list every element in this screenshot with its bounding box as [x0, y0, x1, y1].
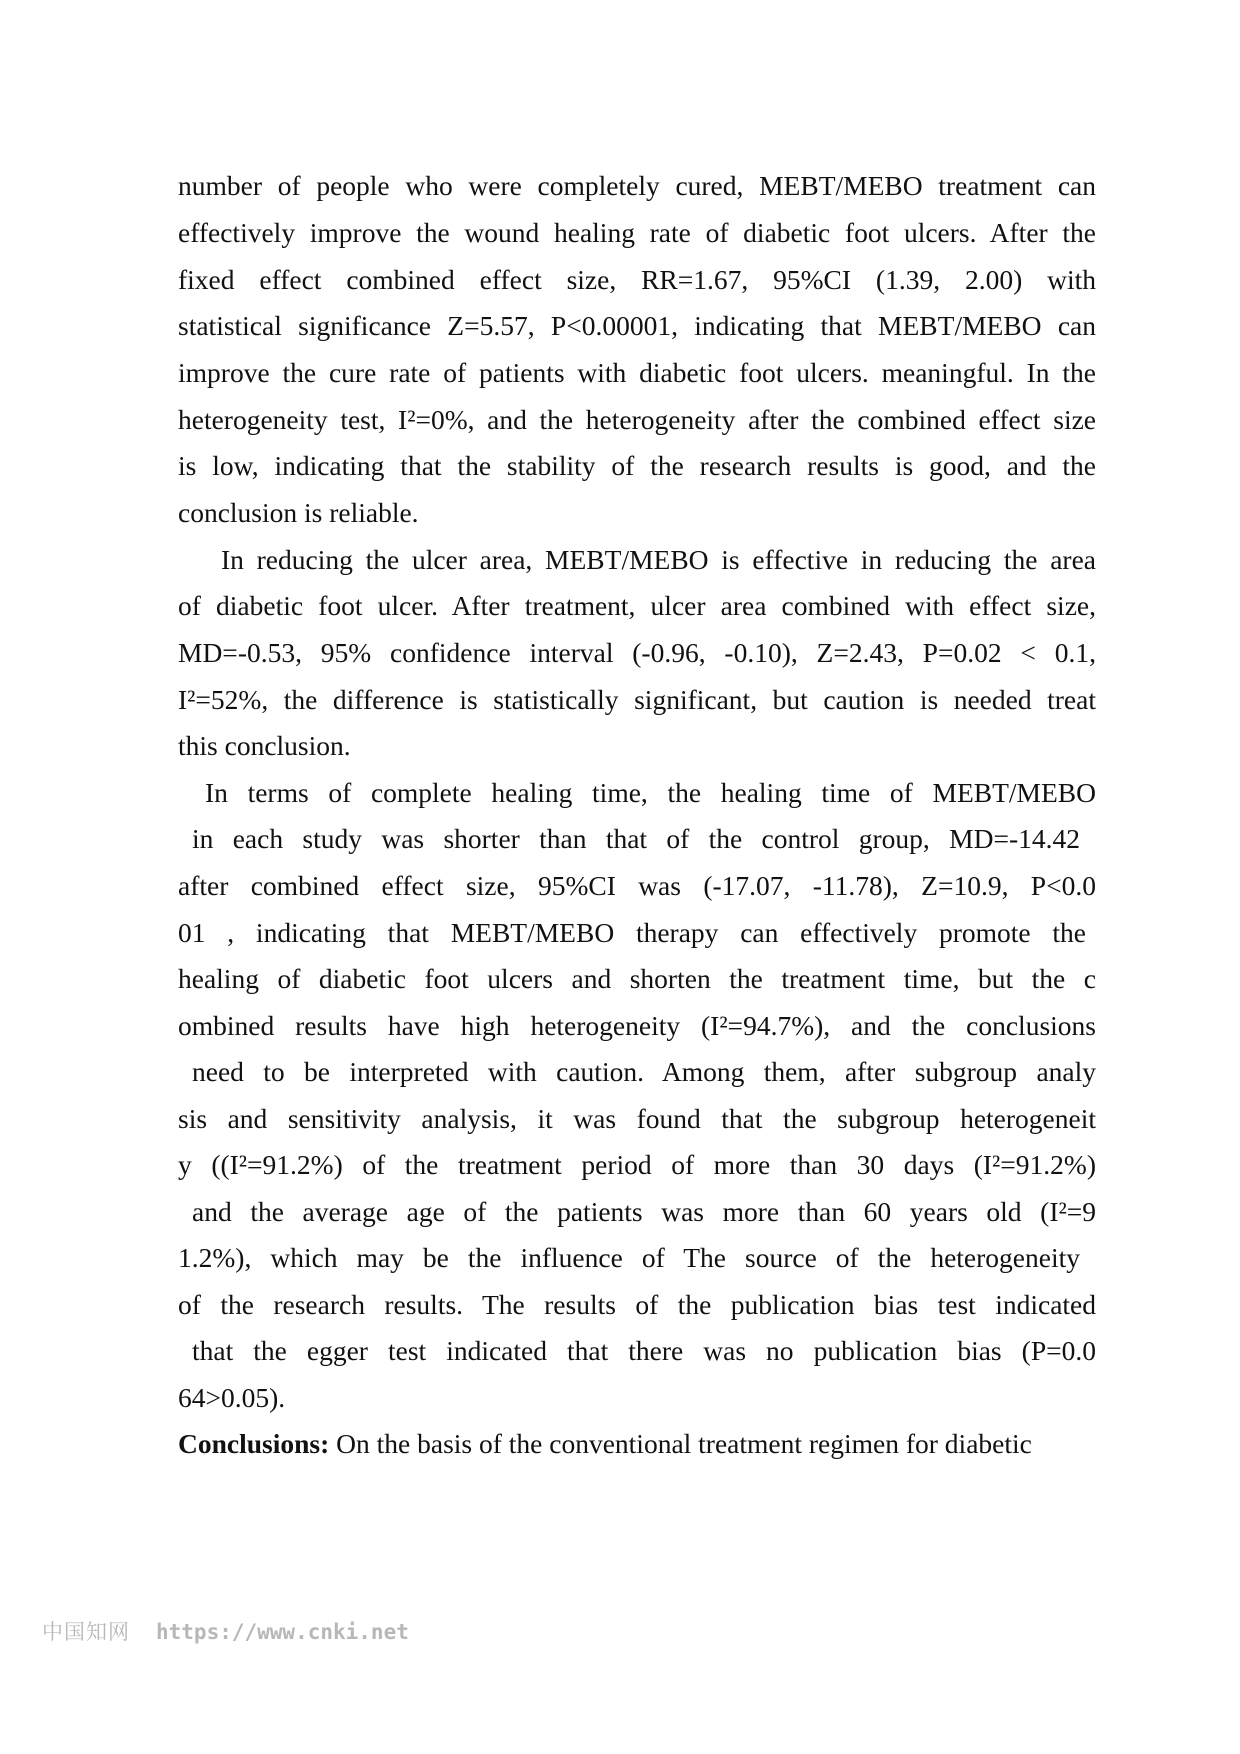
text-line: 01 , indicating that MEBT/MEBO therapy can effectively promote the — [178, 917, 1086, 948]
text-line: In reducing the ulcer area, MEBT/MEBO is effective in reducing the area — [221, 544, 1096, 575]
text-line: fixed effect combined effect size, RR=1.67, 95%CI (1.39, 2.00) with — [178, 264, 1096, 295]
text-line: of diabetic foot ulcer. After treatment, ulcer area combined with effect size, — [178, 590, 1096, 621]
text-line: after combined effect size, 95%CI was (-17.07, -11.78), Z=10.9, P<0.0 — [178, 870, 1096, 901]
conclusions-line — [178, 1424, 1096, 1464]
text-line: that the egger test indicated that there was no publication bias (P=0.0 — [192, 1335, 1096, 1366]
text-line: effectively improve the wound healing rate of diabetic foot ulcers. After the — [178, 217, 1096, 248]
text-line: I²=52%, the difference is statistically significant, but caution is needed treat — [178, 684, 1096, 715]
cnki-watermark-url: https://www.cnki.net — [156, 1620, 409, 1644]
text-line: is low, indicating that the stability of the research results is good, and the — [178, 450, 1096, 481]
conclusions-label: Conclusions: — [178, 1428, 330, 1459]
text-line: statistical significance Z=5.57, P<0.00001, indicating that MEBT/MEBO can — [178, 310, 1096, 341]
text-line: improve the cure rate of patients with diabetic foot ulcers. meaningful. In the — [178, 357, 1096, 388]
text-line: y ((I²=91.2%) of the treatment period of more than 30 days (I²=91.2%) — [178, 1149, 1096, 1180]
conclusions-text: On the basis of the conventional treatment regimen for diabetic — [329, 1428, 1032, 1459]
text-line: 64>0.05). — [178, 1382, 286, 1413]
cnki-watermark-cn: 中国知网 — [42, 1620, 130, 1644]
text-line: of the research results. The results of the publication bias test indicated — [178, 1289, 1096, 1320]
text-line: and the average age of the patients was more than 60 years old (I²=9 — [192, 1196, 1096, 1227]
text-line: conclusion is reliable. — [178, 497, 419, 528]
text-line: In terms of complete healing time, the healing time of MEBT/MEBO — [205, 777, 1096, 808]
text-line: healing of diabetic foot ulcers and shorten the treatment time, but the c — [178, 963, 1096, 994]
text-line: need to be interpreted with caution. Among them, after subgroup analy — [192, 1056, 1096, 1087]
text-line: 1.2%), which may be the influence of The source of the heterogeneity — [178, 1242, 1080, 1273]
text-line: heterogeneity test, I²=0%, and the heterogeneity after the combined effect size — [178, 404, 1096, 435]
text-line: MD=-0.53, 95% confidence interval (-0.96, -0.10), Z=2.43, P=0.02 < 0.1, — [178, 637, 1096, 668]
text-line: this conclusion. — [178, 730, 351, 761]
text-line: number of people who were completely cured, MEBT/MEBO treatment can — [178, 170, 1096, 201]
cnki-watermark — [42, 1616, 409, 1646]
text-line: sis and sensitivity analysis, it was found that the subgroup heterogeneit — [178, 1103, 1096, 1134]
text-line: in each study was shorter than that of the control group, MD=-14.42 — [192, 823, 1080, 854]
text-line: ombined results have high heterogeneity (I²=94.7%), and the conclusions — [178, 1010, 1096, 1041]
